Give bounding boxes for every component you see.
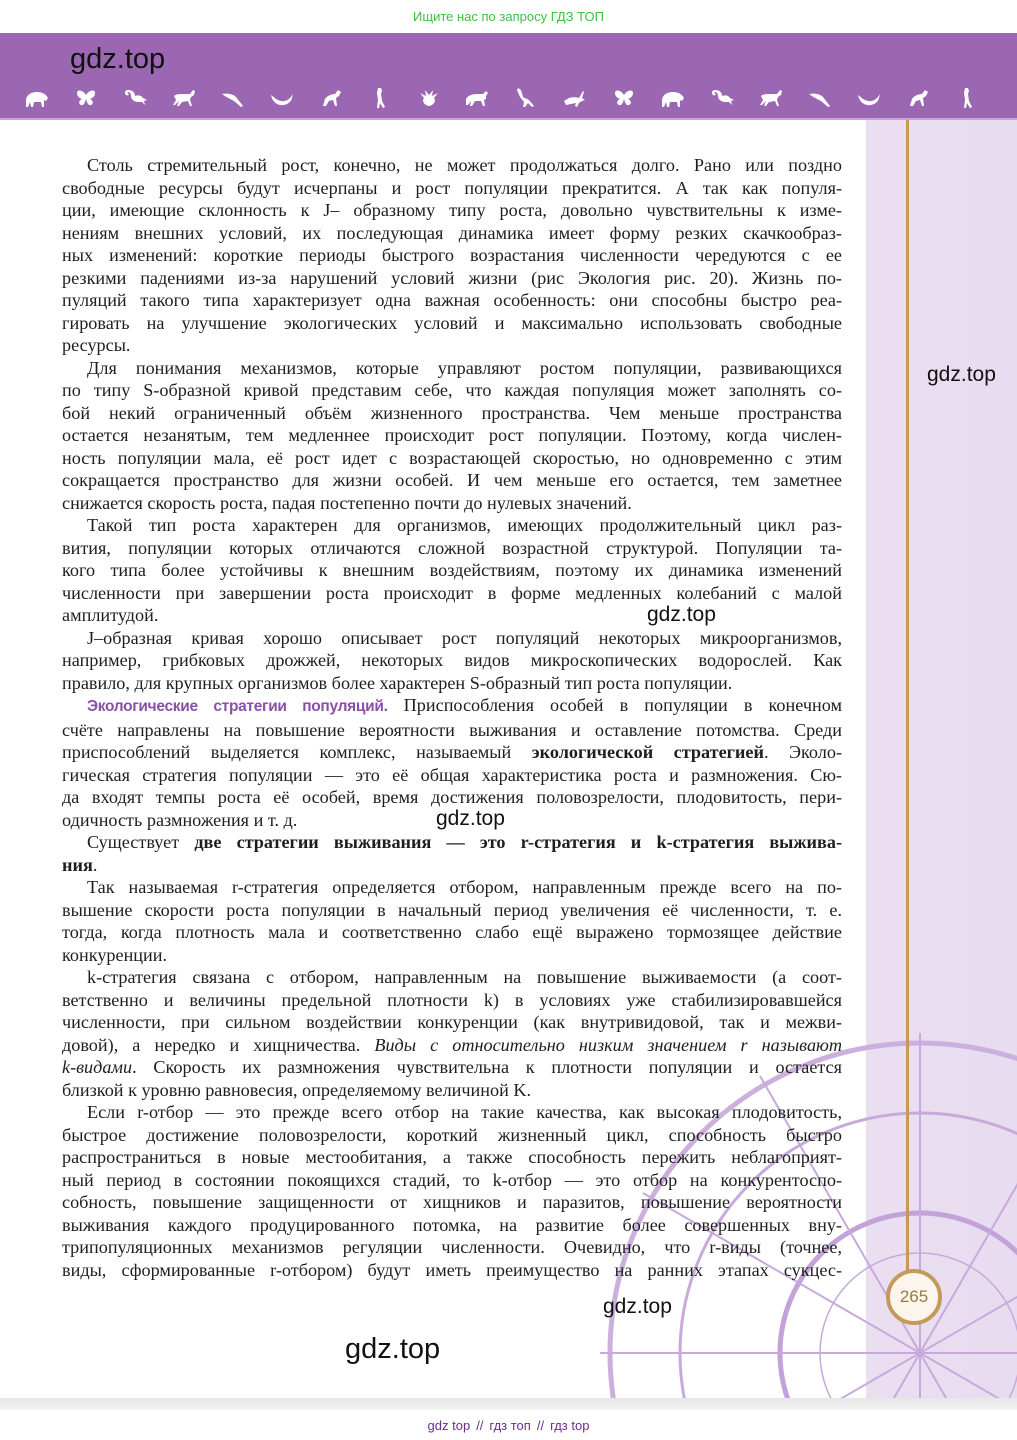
side-watermark: gdz.top [927, 363, 996, 386]
header-watermark: gdz.top [70, 43, 166, 75]
page-number-badge: 265 [886, 1269, 942, 1325]
footer-link[interactable]: гдз топ [489, 1417, 531, 1433]
lemur-icon [511, 85, 541, 111]
paragraph-two-strategies: Существует две стратегии выживания — это r-стратегия и k-стратегия выжива- ния. [62, 832, 842, 875]
body-text [62, 154, 842, 1281]
footer-links [0, 1410, 1017, 1440]
term-ecological-strategy: экологической стратегией [531, 742, 764, 762]
textbook-page [0, 33, 1017, 1398]
insect-icon [414, 85, 444, 111]
margin-rule [906, 120, 909, 1290]
bird-icon [218, 85, 248, 111]
horse-icon [169, 85, 199, 111]
paragraph-2: Для понимания механизмов, которые управляют ростом популяции, развивающихся по типу S-образной кривой представим себе, что каждая популяция может заполнять со- бой некий ограниченный объём жизненного пространства. Чем меньше пространства остается незанятым, тем медленнее происходит рост популяции. Поэтому, когда числен- ность популяции мала, её рост идет с возрастающей скоростью, но одновременно с этим сокращается пространство для жизни особей. И чем меньше его остается, тем заметнее снижается скорость роста, падая постепенно почти до нулевых значений. [62, 357, 842, 513]
footer-link[interactable]: гдз top [550, 1417, 590, 1433]
paragraph-r-vs-k: Если r-отбор — это прежде всего отбор на такие качества, как высокая плодовитость, быстрое достижение половозрелости, короткий жизненный цикл, способность быстро распространиться в новые местообитания, а также способность пережить неблагоприят- ный период в состоянии покоящихся стадий, то k-отбор — это отбор на конкурентоспо- собность, повышение защищенности от хищников и паразитов, повышение вероятности выживания каждого продуцированного потомка, на развитие более совершенных вну- трипопуляционных механизмов регуляции численности. Очевидно, что r-виды (точнее, виды, сформированные r-отбором) будут иметь преимущество на ранних этапах сукцес- [62, 1102, 842, 1280]
scorpion-icon [707, 85, 737, 111]
paragraph-k-strategy: k-стратегия связана с отбором, направленным на повышение выживаемости (а соот- ветственно и величины предельной плотности k) в условиях уже стабилизировавшейся численности, при сильном воздействии конкуренции (как внутривидовой, так и межви- довой), а нередко и хищничества. Виды с относительно низким значением r называют k-видами. Скорость их размножения чувствительна к плотности популяции и остается близкой к уровню равновесия, определяемому величиной K. [62, 967, 843, 1100]
footer-separator: // [536, 1417, 545, 1433]
bison-icon [22, 85, 52, 111]
antelope-icon [560, 85, 590, 111]
scorpion-icon [120, 85, 150, 111]
footer-link[interactable]: gdz top [427, 1417, 471, 1433]
hyena-icon [903, 85, 933, 111]
meerkat-icon [365, 85, 395, 111]
watermark: gdz.top [345, 1333, 441, 1365]
bird-icon [805, 85, 835, 111]
paragraph-r-strategy: Так называемая r-стратегия определяется отбором, направленным прежде всего на по- вышение скорости роста популяции в начальный период увеличения её численности, т. е. тогда, когда плотность мала и соответственно слабо ещё выражено тормозящее действие конкуренции. [62, 877, 842, 965]
watermark: gdz.top [603, 1295, 672, 1318]
animal-icon-row [22, 83, 982, 113]
butterfly-icon [71, 85, 101, 111]
dolphin-icon [267, 85, 297, 111]
dolphin-icon [854, 85, 884, 111]
footer-separator: // [476, 1417, 484, 1433]
bull-icon [462, 85, 492, 111]
horse-icon [756, 85, 786, 111]
meerkat-icon [952, 85, 982, 111]
hyena-icon [316, 85, 346, 111]
search-hint-banner: Ищите нас по запросу ГДЗ ТОП [413, 9, 604, 24]
paragraph-4: J–образная кривая хорошо описывает рост популяций некоторых микроорганизмов, например, грибковых дрожжей, некоторых видов микроскопических водорослей. Как правило, для крупных организмов более характерен S-образный тип роста популяции. [62, 627, 842, 693]
butterfly-icon [609, 85, 639, 111]
watermark: gdz.top [436, 807, 505, 830]
paragraph-strategies: Экологические стратегии популяций. Приспособления особей в популяции в конечном счёте направлены на повышение вероятности выживания и оставление потомства. Среди приспособлений выделяется комплекс, называемый экологической стратегией. Эколо- гическая стратегия популяции — это её общая характеристика роста и размножения. Сю- да входят темпы роста её особей, время достижения половозрелости, плодовитость, пери- одичность размножения и т. д. [62, 695, 843, 830]
paragraph-1: Столь стремительный рост, конечно, не может продолжаться долго. Рано или поздно свободные ресурсы будут исчерпаны и рост популяции прекратится. А так как популя- ции, имеющие склонность к J– образному типу роста, довольно чувствительны к изме- нениям внешних условий, их последующая динамика имеет форму резких скачкообраз- ных изменений: короткие периоды быстрого возрастания численности чередуются с ее резкими падениями из-за нарушений условий жизни (рис Экология рис. 20). Жизнь по- пуляций такого типа характеризует одна важная особенность: они способны быстро реа- гировать на улучшение экологических условий и максимально использовать свободные ресурсы. [62, 155, 842, 355]
watermark: gdz.top [647, 603, 716, 626]
section-heading: Экологические стратегии популяций. [87, 698, 388, 715]
bison-icon [658, 85, 688, 111]
paragraph-3: Такой тип роста характерен для организмов, имеющих продолжительный цикл раз- вития, популяции которых отличаются сложной возрастной структурой. Популяции та- кого типа более устойчивы к внешним воздействиям, поэтому их динамика изменений численности при завершении роста происходит в форме медленных колебаний с малой амплитудой. [62, 515, 842, 625]
page-header [0, 33, 1017, 120]
page-bottom-edge [0, 1398, 1017, 1410]
